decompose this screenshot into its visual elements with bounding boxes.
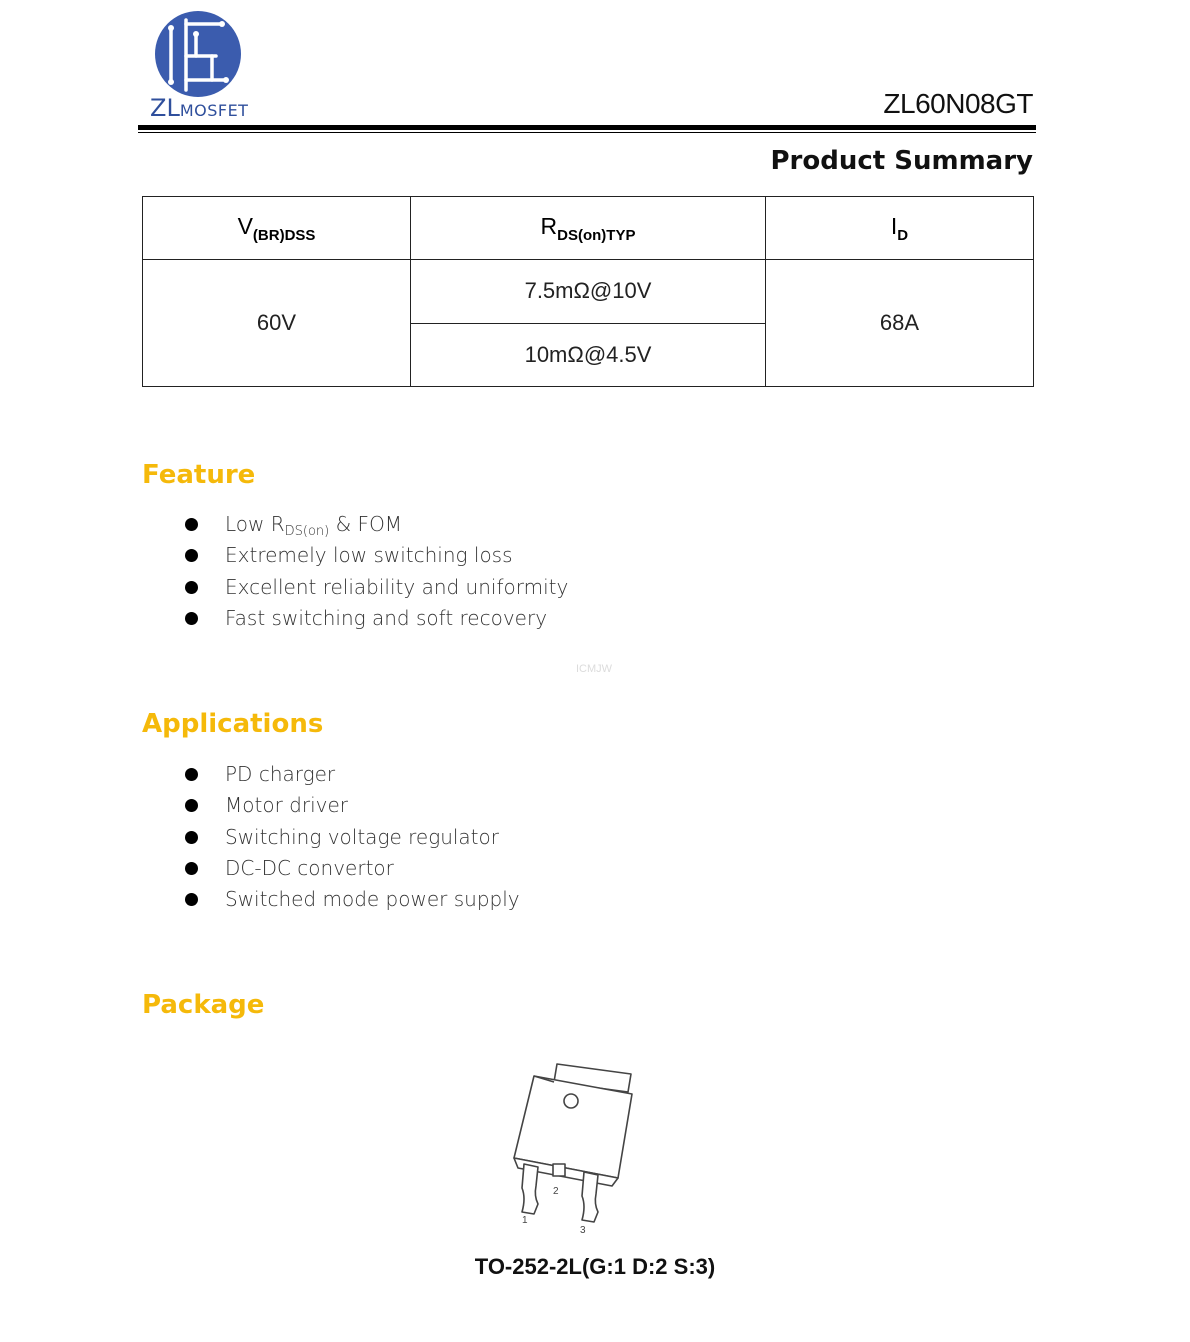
pin-2-label: 2 [553, 1186, 559, 1197]
list-item: Fast switching and soft recovery [183, 603, 568, 634]
bullet-icon [185, 799, 198, 812]
applications-heading: Applications [142, 709, 324, 739]
applications-list [183, 759, 520, 915]
pin-1-label: 1 [522, 1215, 528, 1226]
feature-list [183, 509, 568, 634]
cell-id: 68A [766, 260, 1034, 387]
header-rule-thin [138, 132, 1036, 133]
cell-rdson-4v5: 10mΩ@4.5V [411, 323, 766, 386]
pin-3-label: 3 [580, 1225, 586, 1236]
bullet-icon [185, 893, 198, 906]
bullet-icon [185, 831, 198, 844]
bullet-icon [185, 862, 198, 875]
part-number: ZL60N08GT [883, 88, 1033, 119]
package-caption: TO-252-2L(G:1 D:2 S:3) [474, 1254, 716, 1279]
header-vbrdss: $V_{(BR)DSS}$ [143, 197, 411, 260]
bullet-icon [185, 768, 198, 781]
list-item: Extremely low switching loss [183, 540, 568, 571]
header-rule-thick [138, 125, 1036, 130]
product-summary-table [142, 196, 1034, 387]
header-rdson: $R_{DS(on)TYP}$ [411, 197, 766, 260]
cell-vbrdss: 60V [143, 260, 411, 387]
bullet-icon [185, 612, 198, 625]
list-item: PD charger [183, 759, 520, 790]
list-item: Excellent reliability and uniformity [183, 572, 568, 603]
list-item: Switching voltage regulator [183, 822, 520, 853]
product-summary-title: Product Summary [770, 146, 1033, 176]
to252-package-drawing [500, 1058, 650, 1238]
list-item: Switched mode power supply [183, 884, 520, 915]
watermark: ICMJW [576, 663, 613, 675]
list-item: Motor driver [183, 790, 520, 821]
feature-heading: Feature [142, 460, 256, 490]
table-header-row [143, 197, 1034, 260]
package-heading: Package [142, 990, 265, 1020]
list-item: Low $R_{DS(on)}$ & FOM [183, 509, 568, 540]
bullet-icon [185, 549, 198, 562]
bullet-icon [185, 518, 198, 531]
header-id: $I_D$ [766, 197, 1034, 260]
list-item: DC-DC convertor [183, 853, 520, 884]
table-row [143, 260, 1034, 323]
logo-wordmark: ZLMOSFET [150, 94, 249, 122]
cell-rdson-10v: 7.5mΩ@10V [411, 260, 766, 323]
bullet-icon [185, 581, 198, 594]
